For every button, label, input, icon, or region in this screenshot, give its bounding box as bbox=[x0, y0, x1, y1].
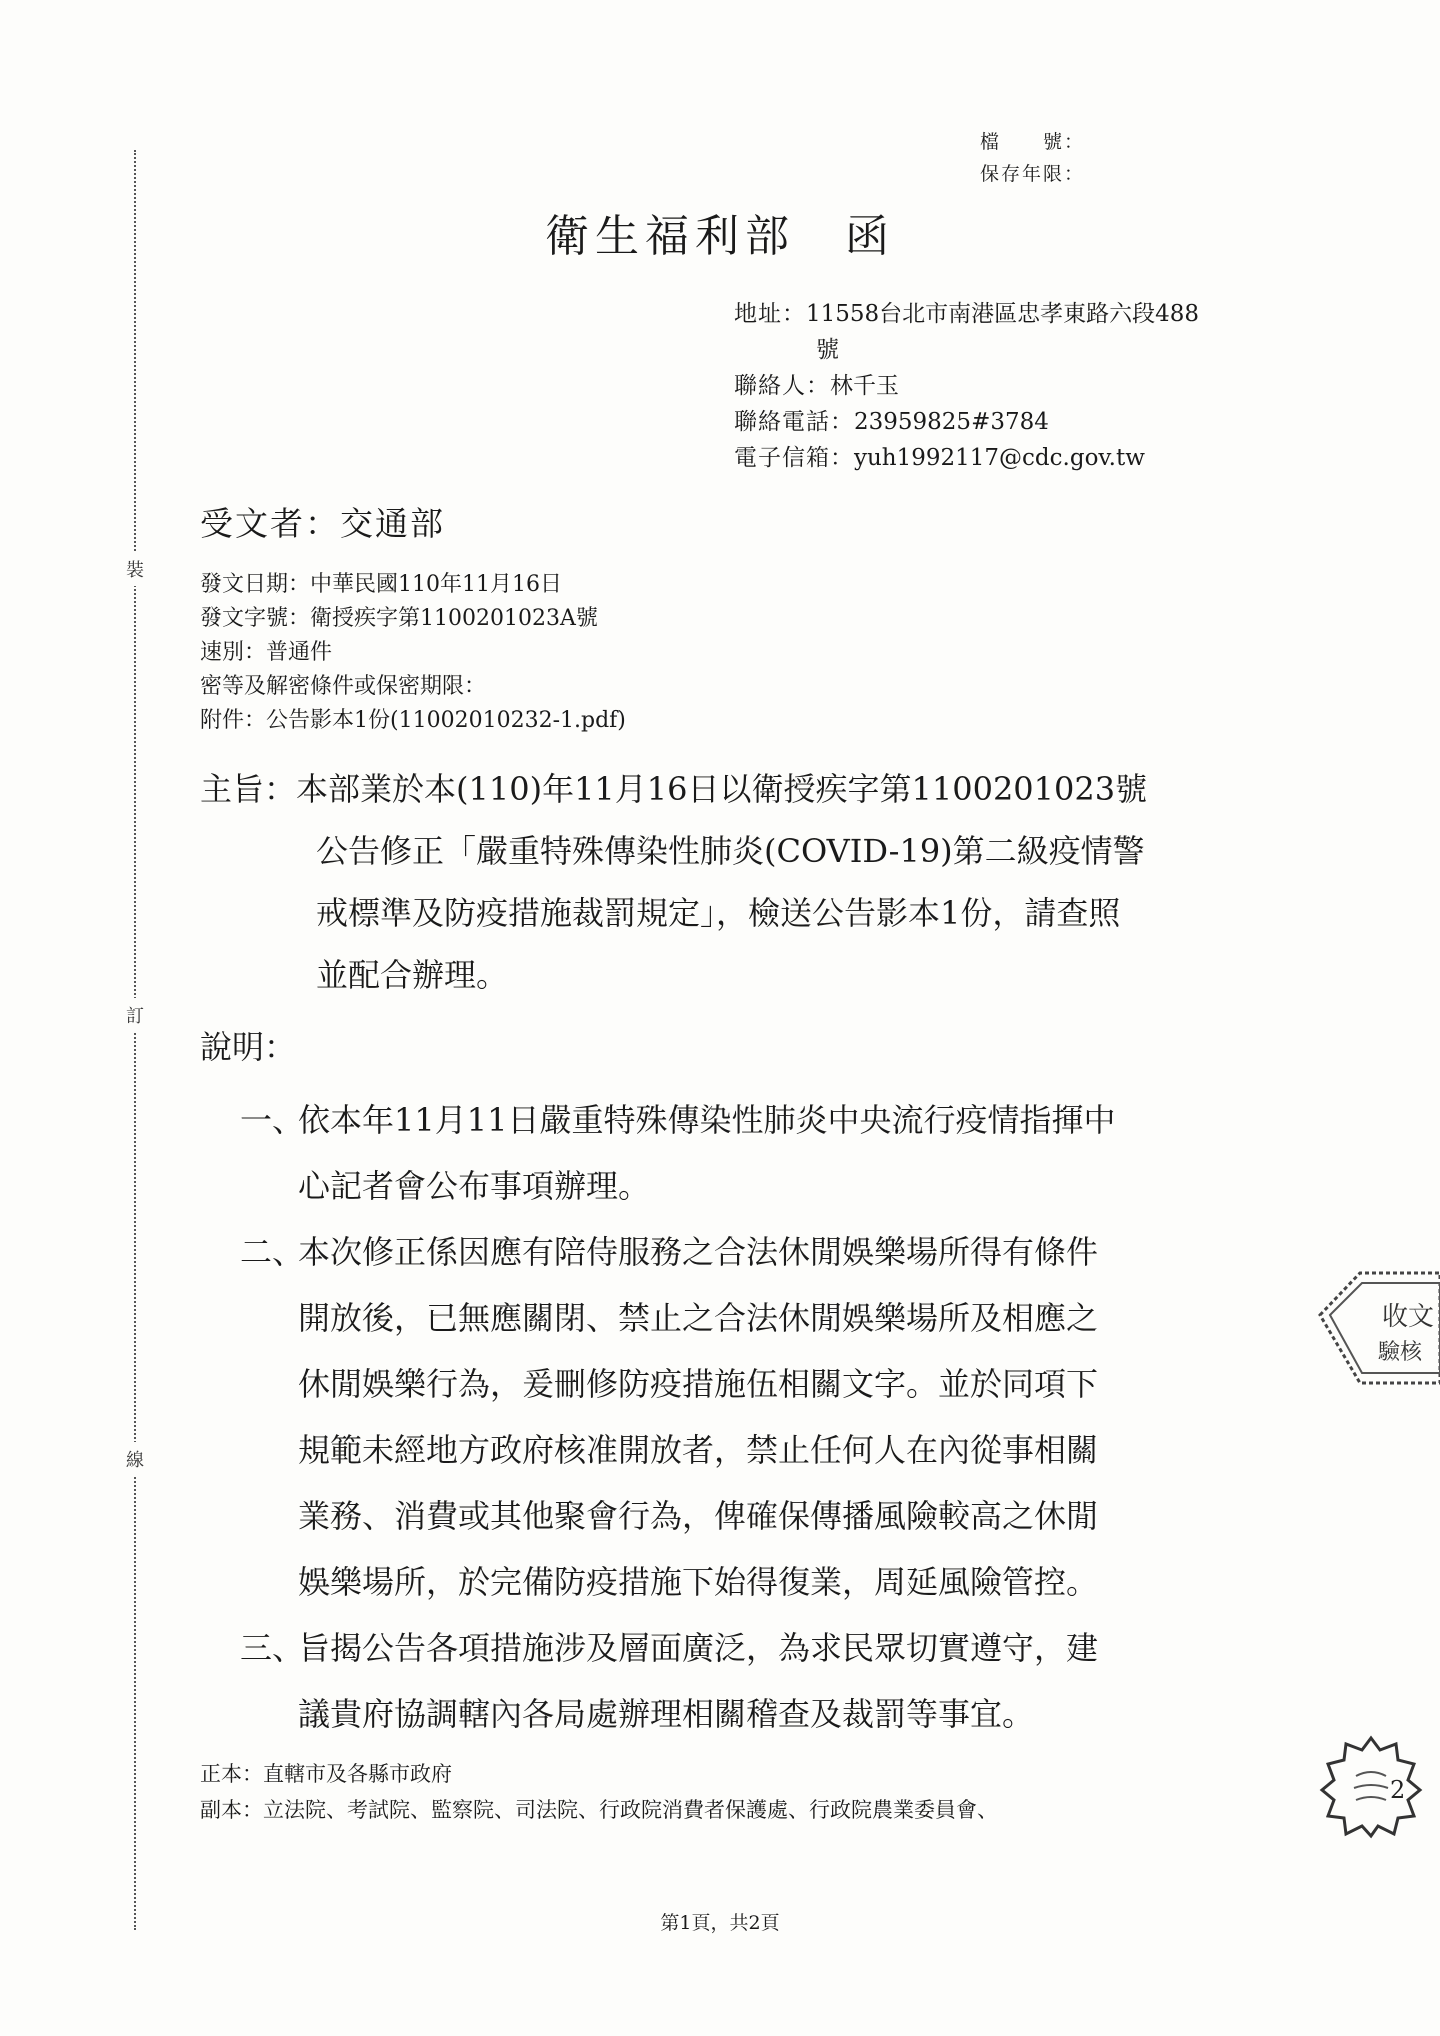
address-value: 11558台北市南港區忠孝東路六段488 bbox=[806, 301, 1200, 327]
attachment-value: 公告影本1份(11002010232-1.pdf) bbox=[266, 708, 626, 733]
email-row bbox=[734, 440, 1199, 476]
item-number: 三、 bbox=[240, 1629, 305, 1667]
reference-number-label: 發文字號： bbox=[200, 606, 311, 631]
item-text-continued: 開放後，已無應關閉、禁止之合法休閒娛樂場所及相應之 bbox=[298, 1299, 1099, 1337]
email-value: yuh1992117@cdc.gov.tw bbox=[854, 445, 1145, 471]
retention-period-label: 保存年限： bbox=[979, 163, 1085, 185]
binding-mark-zhuang: 裝 bbox=[124, 552, 146, 586]
item-text: 旨揭公告各項措施涉及層面廣泛，為求民眾切實遵守，建 bbox=[298, 1629, 1099, 1667]
distribution-list bbox=[200, 1756, 998, 1828]
reference-number-value: 衛授疾字第1100201023A號 bbox=[310, 606, 598, 631]
binding-mark-ding: 訂 bbox=[124, 998, 146, 1032]
reference-number-row bbox=[200, 602, 626, 636]
original-recipients-row bbox=[200, 1756, 998, 1792]
issue-date-label: 發文日期： bbox=[200, 572, 311, 597]
item-text: 本次修正係因應有陪侍服務之合法休閒娛樂場所得有條件 bbox=[298, 1233, 1099, 1271]
item-number: 二、 bbox=[240, 1233, 305, 1271]
item-number: 一、 bbox=[240, 1101, 305, 1139]
subject-line: 並配合辦理。 bbox=[316, 956, 509, 994]
address-row bbox=[734, 296, 1199, 332]
receipt-stamp-icon bbox=[1300, 1255, 1440, 1395]
binding-cut-line bbox=[134, 150, 136, 1930]
recipient-value: 交通部 bbox=[340, 504, 445, 543]
page-seal-icon bbox=[1316, 1730, 1426, 1840]
receipt-stamp-text: 收文 bbox=[1382, 1302, 1435, 1332]
explanation-item-3 bbox=[240, 1615, 1260, 1681]
item-text-continued: 業務、消費或其他聚會行為，俾確保傳播風險較高之休閒 bbox=[298, 1497, 1099, 1535]
subject-section bbox=[200, 758, 1260, 1006]
contact-row bbox=[734, 368, 1199, 404]
filing-info bbox=[980, 126, 1085, 190]
issue-date-value: 中華民國110年11月16日 bbox=[310, 572, 562, 597]
subject-line: 公告修正「嚴重特殊傳染性肺炎(COVID-19)第二級疫情警 bbox=[316, 832, 1145, 870]
item-text-continued: 休閒娛樂行為，爰刪修防疫措施伍相關文字。並於同項下 bbox=[298, 1365, 1099, 1403]
recipient bbox=[200, 498, 445, 545]
original-recipients-value: 直轄市及各縣市政府 bbox=[263, 1762, 452, 1786]
secrecy-label: 密等及解密條件或保密期限： bbox=[200, 674, 487, 699]
page-number: 第1頁，共2頁 bbox=[660, 1912, 780, 1934]
file-number-label: 檔 號： bbox=[979, 131, 1085, 153]
address-value-continued: 號 bbox=[816, 337, 839, 363]
speed-label: 速別： bbox=[200, 640, 267, 665]
subject-label: 主旨： bbox=[200, 770, 297, 808]
item-text-continued: 心記者會公布事項辦理。 bbox=[298, 1167, 651, 1205]
issue-date-row bbox=[200, 568, 626, 602]
copy-recipients-label: 副本： bbox=[200, 1798, 263, 1822]
subject-line: 戒標準及防疫措施裁罰規定」，檢送公告影本1份，請查照 bbox=[316, 894, 1121, 932]
sender-info bbox=[734, 296, 1199, 476]
address-row-continued bbox=[734, 332, 1199, 368]
recipient-label: 受文者： bbox=[200, 504, 340, 543]
subject-line bbox=[200, 758, 1260, 820]
speed-row bbox=[200, 636, 626, 670]
speed-value: 普通件 bbox=[266, 640, 333, 665]
attachment-row bbox=[200, 704, 626, 738]
explanation-item-1 bbox=[240, 1087, 1260, 1153]
item-text-continued: 娛樂場所，於完備防疫措施下始得復業，周延風險管控。 bbox=[298, 1563, 1099, 1601]
phone-value: 23959825#3784 bbox=[854, 409, 1049, 435]
attachment-label: 附件： bbox=[200, 708, 267, 733]
copy-recipients-value: 立法院、考試院、監察院、司法院、行政院消費者保護處、行政院農業委員會、 bbox=[263, 1798, 998, 1822]
explanation-items bbox=[240, 1087, 1260, 1747]
phone-row bbox=[734, 404, 1199, 440]
item-text-continued: 規範未經地方政府核准開放者，禁止任何人在內從事相關 bbox=[298, 1431, 1099, 1469]
phone-label: 聯絡電話： bbox=[734, 409, 854, 435]
contact-label: 聯絡人： bbox=[734, 373, 830, 399]
secrecy-row bbox=[200, 670, 626, 704]
copy-recipients-row bbox=[200, 1792, 998, 1828]
item-text: 依本年11月11日嚴重特殊傳染性肺炎中央流行疫情指揮中 bbox=[298, 1101, 1116, 1139]
contact-value: 林千玉 bbox=[830, 373, 899, 399]
svg-text:驗核: 驗核 bbox=[1378, 1340, 1423, 1365]
subject-text: 本部業於本(110)年11月16日以衛授疾字第1100201023號 bbox=[296, 770, 1148, 808]
original-recipients-label: 正本： bbox=[200, 1762, 263, 1786]
explanation-label: 說明： bbox=[200, 1028, 297, 1066]
page-seal-number: 2 bbox=[1390, 1776, 1406, 1804]
item-text-continued: 議貴府協調轄內各局處辦理相關稽查及裁罰等事宜。 bbox=[298, 1695, 1035, 1733]
binding-mark-xian: 線 bbox=[124, 1442, 146, 1476]
address-label: 地址： bbox=[734, 301, 806, 327]
explanation-item-2 bbox=[240, 1219, 1260, 1285]
issuance-info bbox=[200, 568, 626, 738]
email-label: 電子信箱： bbox=[734, 445, 854, 471]
document-title: 衛生福利部 函 bbox=[545, 211, 895, 262]
